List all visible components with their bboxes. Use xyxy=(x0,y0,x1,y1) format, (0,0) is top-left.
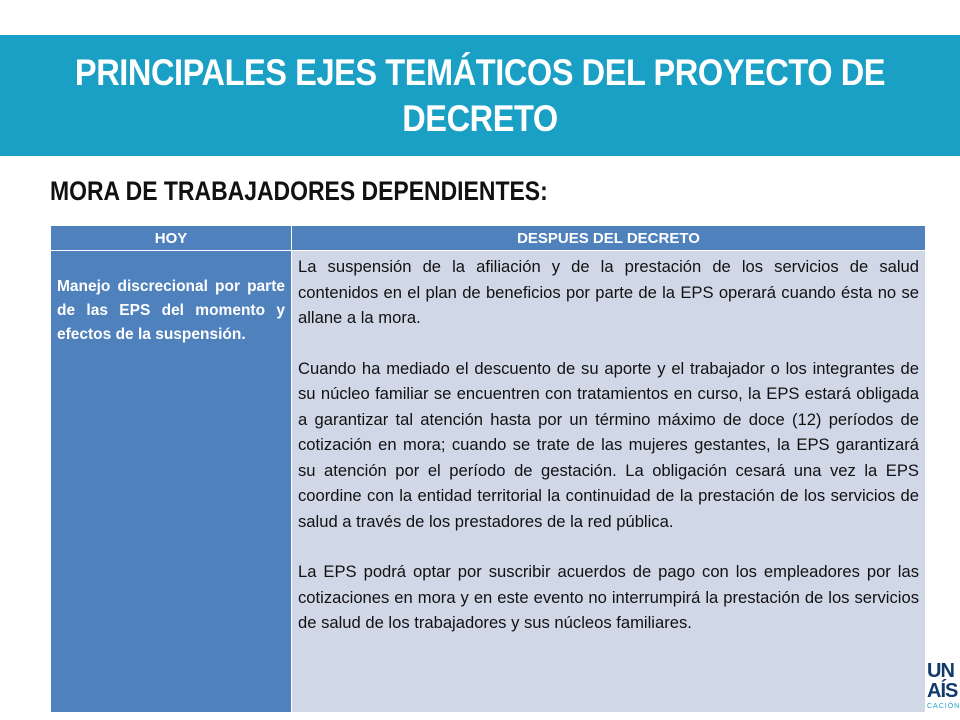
header-despues: DESPUES DEL DECRETO xyxy=(292,226,926,251)
paragraph-acuerdos: La EPS podrá optar por suscribir acuerdos de pago con los empleadores por las cotizaciones en mora y en este evento no interrumpirá la prestación de los servicios de salud de los trabajadores y sus núcleos familiares. xyxy=(298,562,919,632)
cell-despues xyxy=(292,251,926,713)
logo-line-3: CACIÓN xyxy=(927,703,960,710)
table-header-row xyxy=(51,226,926,251)
paragraph-tratamientos: Cuando ha mediado el descuento de su aporte y el trabajador o los integrantes de su núcleo familiar se encuentren con tratamientos en curso, la EPS estará obligada a garantizar tal atención hasta por un término máximo de doce (12) períodos de cotización en mora; cuando se trate de las mujeres gestantes, la EPS garantizará su atención por el período de gestación. La obligación cesará una vez la EPS coordine con la entidad territorial la continuidad de la prestación de los servicios de salud a través de los prestadores de la red pública. xyxy=(298,358,919,531)
section-subtitle: MORA DE TRABAJADORES DEPENDIENTES: xyxy=(50,176,548,206)
logo-line-1: UN xyxy=(927,661,954,682)
paragraph-suspension: La suspensión de la afiliación y de la prestación de los servicios de salud contenidos en el plan de beneficios por parte de la EPS operará cuando ésta no se allane a la mora. xyxy=(298,257,919,327)
header-hoy: HOY xyxy=(51,226,292,251)
comparison-table xyxy=(50,225,926,713)
title-banner xyxy=(0,35,960,156)
cell-hoy: Manejo discrecional por parte de las EPS del momento y efectos de la suspensión. xyxy=(51,251,292,713)
logo xyxy=(927,661,960,711)
slide-title: PRINCIPALES EJES TEMÁTICOS DEL PROYECTO DE DECRETO xyxy=(74,51,886,139)
table-row xyxy=(51,251,926,713)
logo-line-2: AÍS xyxy=(927,680,958,702)
